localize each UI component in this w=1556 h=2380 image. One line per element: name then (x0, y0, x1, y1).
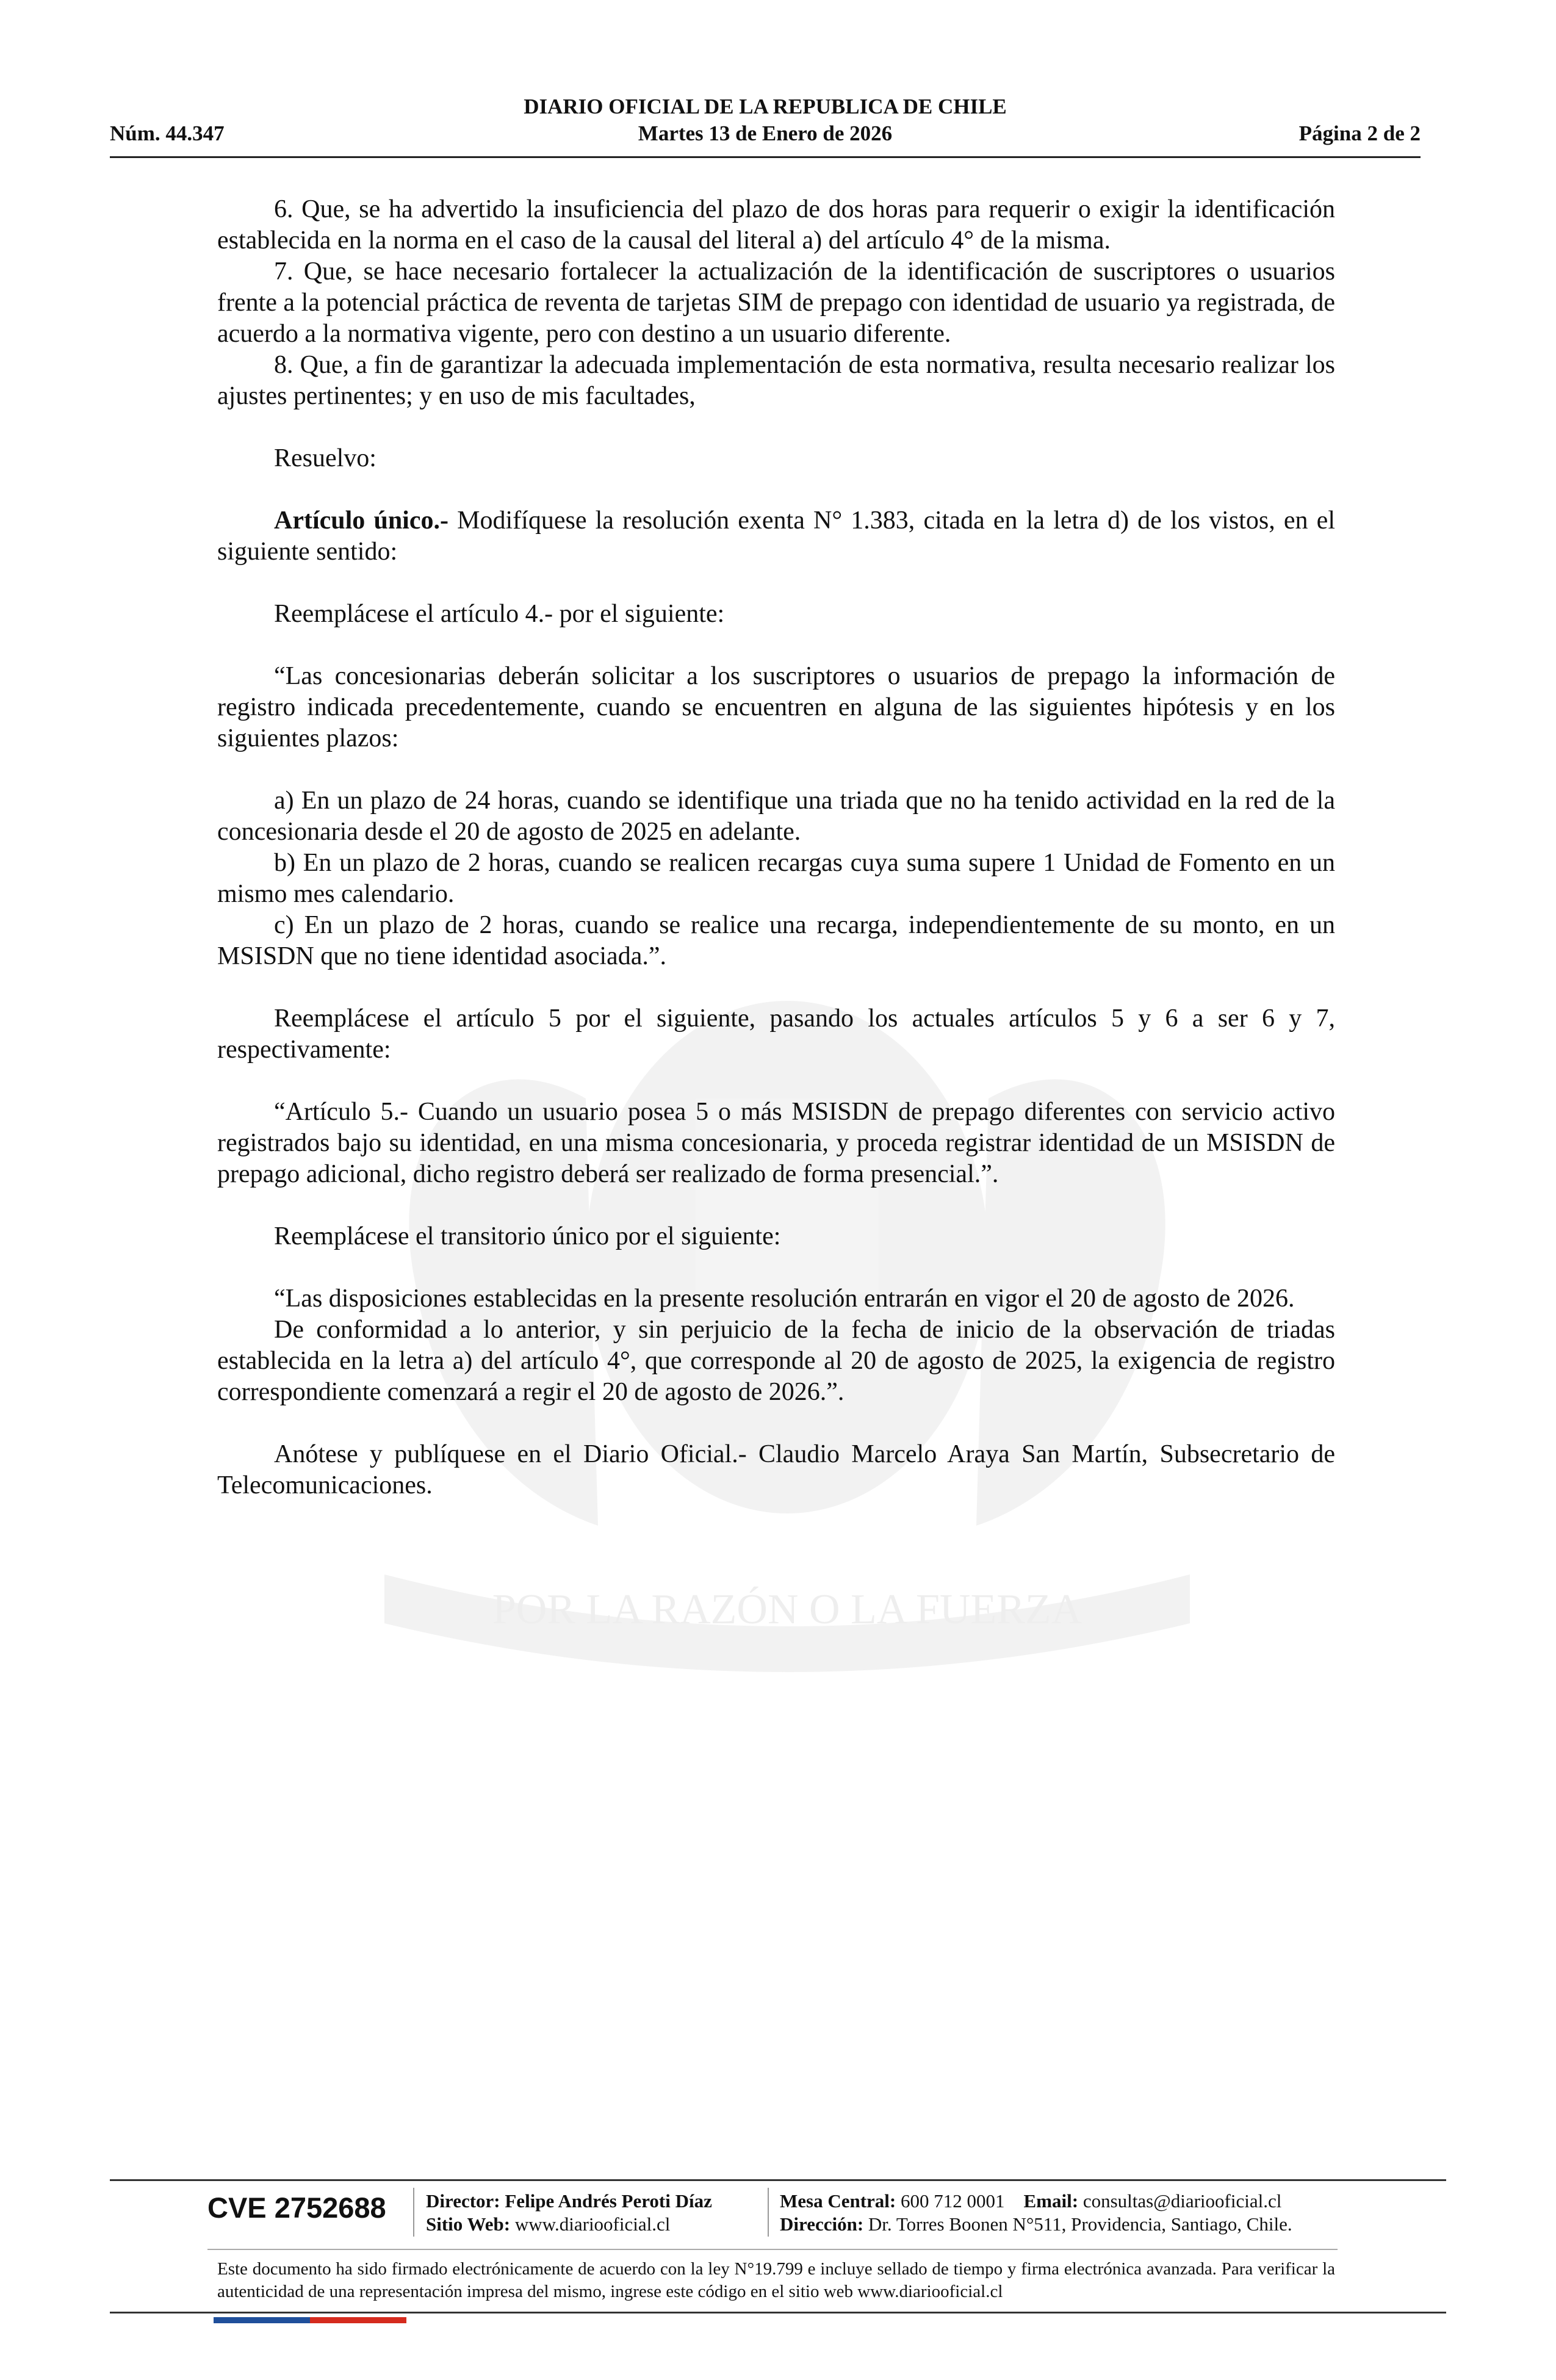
watermark-motto: POR LA RAZÓN O LA FUERZA (492, 1586, 1082, 1633)
page-indicator: Página 2 de 2 (1298, 121, 1421, 145)
document-body (217, 194, 1335, 1501)
item-b: b) En un plazo de 2 horas, cuando se realicen recargas cuya suma supere 1 Unidad de Fomento en un mismo mes calendario. (217, 849, 1335, 908)
item-a: a) En un plazo de 24 horas, cuando se identifique una triada que no ha tenido actividad en la red de la concesionaria desde el 20 de agosto de 2025 en adelante. (217, 787, 1335, 846)
footer-contact-block (780, 2190, 1292, 2236)
issue-number: Núm. 44.347 (110, 121, 225, 145)
director-line: Director: Felipe Andrés Peroti Díaz (426, 2190, 712, 2212)
quote-articulo-5: “Artículo 5.- Cuando un usuario posea 5 o más MSISDN de prepago diferentes con servicio activo registrados bajo su identidad, en una misma concesionaria, y proceda registrar identidad de un MSISDN de prepago adicional, dicho registro deberá ser realizado de forma presencial.”. (217, 1098, 1335, 1188)
footer-divider-mid (207, 2249, 1338, 2250)
header-divider (110, 156, 1421, 158)
quote-articulo-4: “Las concesionarias deberán solicitar a los suscriptores o usuarios de prepago la información de registro indicada precedentemente, cuando se encuentren en alguna de las siguientes hipótesis y en los siguientes plazos: (217, 662, 1335, 752)
newspaper-title: DIARIO OFICIAL DE LA REPUBLICA DE CHILE (524, 95, 1007, 118)
email-link[interactable]: consultas@diariooficial.cl (1078, 2190, 1282, 2212)
footer-separator (768, 2188, 769, 2237)
item-c: c) En un plazo de 2 horas, cuando se realice una recarga, independientemente de su monto, en un MSISDN que no tiene identidad asociada.”. (217, 911, 1335, 970)
page-header (110, 95, 1421, 162)
quote-transitorio-2: De conformidad a lo anterior, y sin perjuicio de la fecha de inicio de la observación de triadas establecida en la letra a) del artículo 4°, que corresponde al 20 de agosto de 2025, la exigencia de registro correspondiente comenzará a regir el 20 de agosto de 2026.”. (217, 1316, 1335, 1406)
signature-notice: Este documento ha sido firmado electrónicamente de acuerdo con la ley N°19.799 e incluye sellado de tiempo y firma electrónica avanzada. Para verificar la autenticidad de una representación impresa del mismo, ingrese este código en el sitio web www.diariooficial.cl (217, 2259, 1335, 2301)
articulo-unico (217, 505, 1335, 568)
reemplacese-articulo-4: Reemplácese el artículo 4.- por el siguiente: (274, 600, 725, 628)
footer-divider-top (110, 2179, 1446, 2181)
flag-stripe-red (310, 2317, 406, 2323)
footer-divider-bottom (110, 2312, 1446, 2313)
reemplacese-transitorio: Reemplácese el transitorio único por el siguiente: (274, 1222, 781, 1250)
articulo-unico-label: Artículo único.- (274, 507, 448, 535)
footer-director-block (426, 2190, 712, 2236)
issue-date: Martes 13 de Enero de 2026 (638, 121, 893, 145)
quote-transitorio-1: “Las disposiciones establecidas en la presente resolución entrarán en vigor el 20 de agosto de 2026. (274, 1285, 1295, 1313)
considerando-8: 8. Que, a fin de garantizar la adecuada implementación de esta normativa, resulta necesario realizar los ajustes pertinentes; y en uso de mis facultades, (217, 351, 1335, 410)
considerando-7: 7. Que, se hace necesario fortalecer la actualización de la identificación de suscriptores o usuarios frente a la potencial práctica de reventa de tarjetas SIM de prepago con identidad de usuario ya registrada, de acuerdo a la normativa vigente, pero con destino a un usuario diferente. (217, 258, 1336, 348)
address-line: Dirección: Dr. Torres Boonen N°511, Providencia, Santiago, Chile. (780, 2213, 1292, 2235)
contact-line: Mesa Central: 600 712 0001 Email: consultas@diariooficial.cl (780, 2190, 1282, 2212)
resuelvo-heading: Resuelvo: (274, 444, 376, 472)
articulo-unico-text: Modifíquese la resolución exenta N° 1.383, citada en la letra d) de los vistos, en el siguiente sentido: (217, 507, 1335, 566)
website-line: Sitio Web: www.diariooficial.cl (426, 2213, 671, 2235)
flag-stripe-blue (214, 2317, 310, 2323)
closing-signature: Anótese y publíquese en el Diario Oficial.- Claudio Marcelo Araya San Martín, Subsecretario de Telecomunicaciones. (217, 1440, 1335, 1499)
cve-code: CVE 2752688 (207, 2191, 386, 2224)
footer-separator (413, 2188, 414, 2237)
considerando-6: 6. Que, se ha advertido la insuficiencia del plazo de dos horas para requerir o exigir la identificación establecida en la norma en el caso de la causal del literal a) del artículo 4° de la misma. (217, 195, 1335, 254)
reemplacese-articulo-5: Reemplácese el artículo 5 por el siguiente, pasando los actuales artículos 5 y 6 a ser 6 y 7, respectivamente: (217, 1004, 1335, 1064)
website-link[interactable]: www.diariooficial.cl (510, 2213, 671, 2235)
